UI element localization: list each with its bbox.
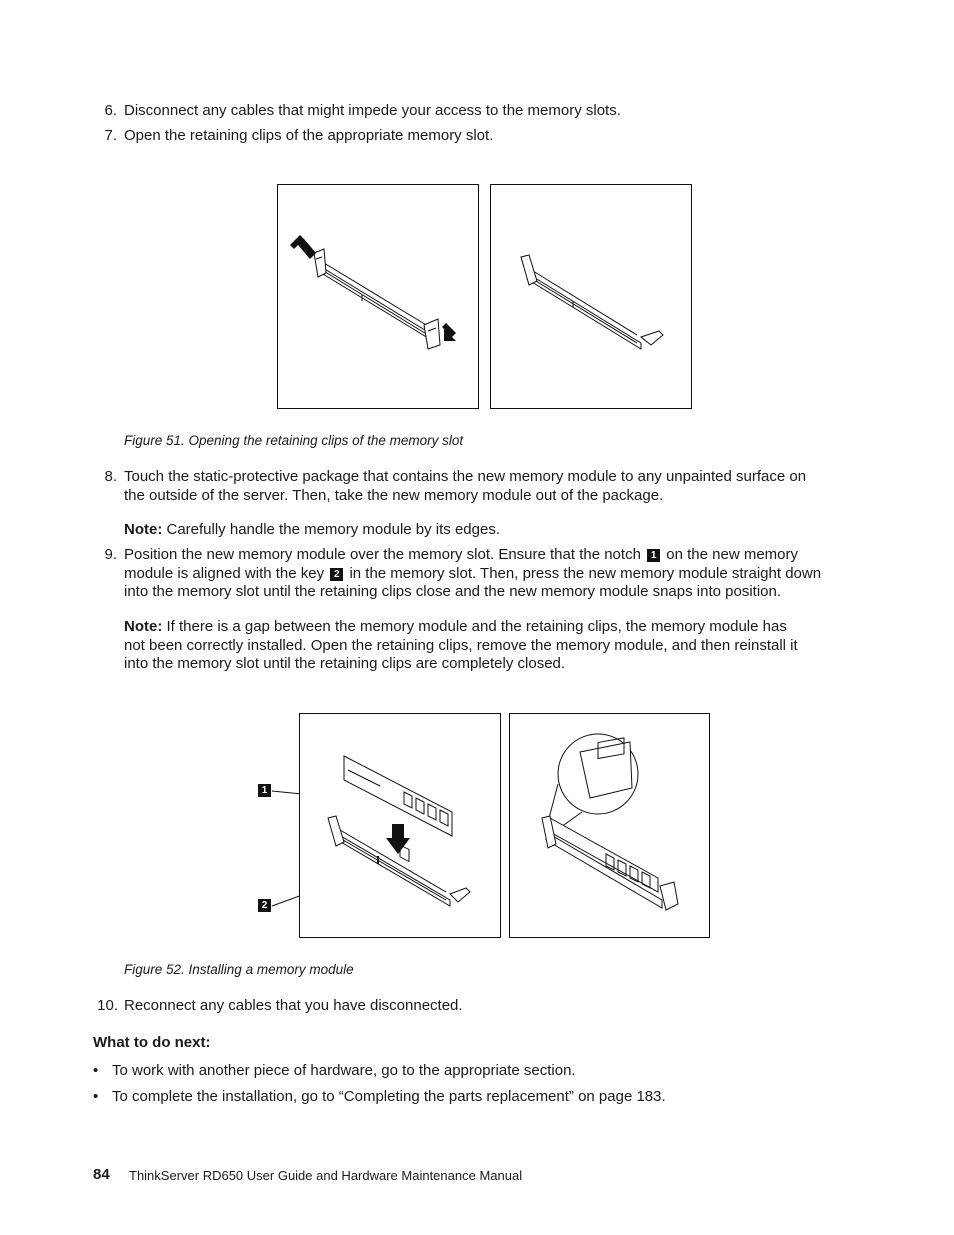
figure-51-left-panel [277,184,479,409]
figure-51-right-panel [490,184,692,409]
key-callout-badge: 2 [330,568,343,581]
memory-module-installed-illustration [510,714,709,937]
callout-1-badge: 1 [258,784,271,797]
bullet-icon: • [93,1088,99,1105]
note-label: Note: [124,618,163,635]
document-title: ThinkServer RD650 User Guide and Hardware Maintenance Manual [129,1168,523,1183]
step-8-line-2: the outside of the server. Then, take the new memory module out of the package. [124,486,664,504]
step-number: 6. [104,102,117,119]
list-item [93,1088,666,1105]
figure-51-caption: Figure 51. Opening the retaining clips of the memory slot [124,433,464,448]
notch-callout-badge: 1 [647,549,660,562]
arrow-right-icon [442,323,456,341]
step-text [124,546,849,602]
bullet-icon: • [93,1062,99,1079]
step-9-text-a: Position the new memory module over the memory slot. Ensure that the notch [124,546,646,563]
note-text-line-1: If there is a gap between the memory module and the retaining clips, the memory module has [162,618,787,635]
step-text: Disconnect any cables that might impede your access to the memory slots. [124,102,621,119]
page-number: 84 [93,1166,110,1183]
note-text: Carefully handle the memory module by its edges. [162,521,500,538]
arrow-down-icon [386,824,410,854]
step-9-text-b: on the new memory [662,546,798,563]
memory-slot-clips-opened-illustration [491,185,691,408]
arrow-left-icon [290,235,316,259]
list-item-text: To complete the installation, go to “Completing the parts replacement” on page 183. [112,1088,666,1105]
step-9-text-c: module is aligned with the key [124,564,329,582]
step-9-note [124,618,849,674]
figure-52-caption: Figure 52. Installing a memory module [124,962,354,977]
step-9-text-e: into the memory slot until the retaining clips close and the new memory module snaps into position. [124,583,782,600]
note-text-line-3: into the memory slot until the retaining clips are completely closed. [124,655,566,672]
figure-52-right-panel [509,713,710,938]
section-heading: What to do next: [93,1034,211,1051]
step-number: 9. [104,546,117,563]
memory-slot-open-clips-illustration [278,185,478,408]
step-8-line-1: Touch the static-protective package that contains the new memory module to any unpainted surface on [124,468,807,485]
figure-52-left-panel [299,713,501,938]
step-number: 8. [104,468,117,485]
step-9-text-d: in the memory slot. Then, press the new memory module straight down [345,564,822,582]
step-text [124,468,849,505]
step-number: 10. [97,997,118,1014]
step-number: 7. [104,127,117,144]
step-text: Reconnect any cables that you have disconnected. [124,997,463,1014]
list-item-text: To work with another piece of hardware, go to the appropriate section. [112,1062,576,1079]
step-8-note [124,521,500,538]
step-text: Open the retaining clips of the appropriate memory slot. [124,127,494,144]
note-label: Note: [124,521,163,538]
list-item [93,1062,576,1079]
note-text-line-2: not been correctly installed. Open the retaining clips, remove the memory module, and then reinstall it [124,636,798,654]
callout-2-badge: 2 [258,899,271,912]
memory-module-insertion-illustration [300,714,500,937]
